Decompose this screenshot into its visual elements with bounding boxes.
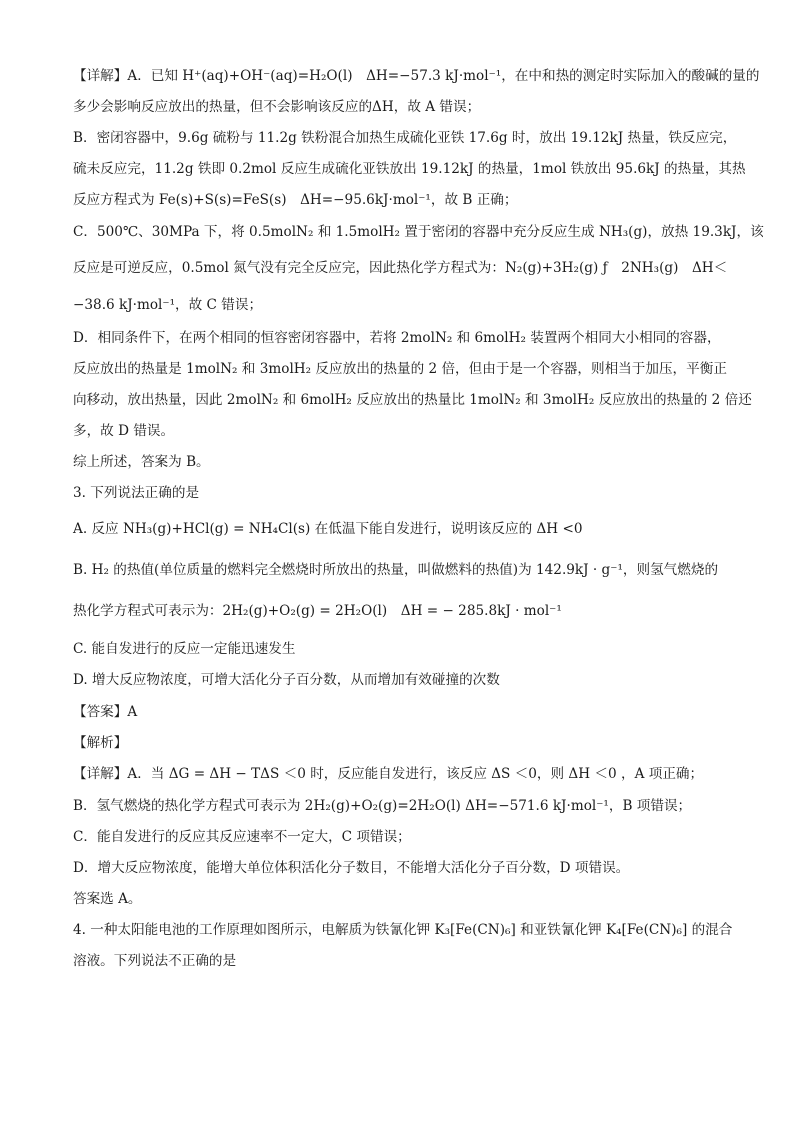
option-b-continued: 热化学方程式可表示为：2H₂(g)+O₂(g) = 2H₂O(l) ΔH = − 285.8kJ · mol⁻¹ (73, 603, 562, 619)
text-line: 多，故 D 错误。 (73, 423, 175, 439)
text-line: D．相同条件下，在两个相同的恒容密闭容器中，若将 2molN₂ 和 6molH₂ 装置两个相同大小相同的容器， (73, 330, 721, 346)
text-line: 综上所述，答案为 B。 (73, 454, 210, 470)
text-line: 硫未反应完，11.2g 铁即 0.2mol 反应生成硫化亚铁放出 19.12kJ 的热量，1mol 铁放出 95.6kJ 的热量，其热 (73, 161, 746, 177)
option-a: A. 反应 NH₃(g)+HCl(g) = NH₄Cl(s) 在低温下能自发进行，说明该反应的 ΔH <0 (73, 521, 583, 537)
text-line: D．增大反应物浓度，能增大单位体积活化分子数目，不能增大活化分子百分数，D 项错误。 (73, 860, 630, 876)
text-line: 多少会影响反应放出的热量，但不会影响该反应的ΔH，故 A 错误； (73, 99, 481, 115)
option-b: B. H₂ 的热值(单位质量的燃料完全燃烧时所放出的热量，叫做燃料的热值)为 142.9kJ · g⁻¹，则氢气燃烧的 (73, 562, 719, 578)
text-line: C．500℃、30MPa 下，将 0.5molN₂ 和 1.5molH₂ 置于密闭的容器中充分反应生成 NH₃(g)，放热 19.3kJ，该 (73, 224, 764, 240)
option-c: C. 能自发进行的反应一定能迅速发生 (73, 641, 296, 657)
text-line: 【详解】A．当 ΔG = ΔH − TΔS ＜0 时，反应能自发进行，该反应 ΔS ＜0，则 ΔH ＜0 ，A 项正确； (73, 766, 704, 782)
text-line: 反应放出的热量是 1molN₂ 和 3molH₂ 反应放出的热量的 2 倍，但由于是一个容器，则相当于加压，平衡正 (73, 361, 727, 377)
text-line: B．密闭容器中，9.6g 硫粉与 11.2g 铁粉混合加热生成硫化亚铁 17.6g 时，放出 19.12kJ 热量，铁反应完， (73, 130, 737, 146)
text-line: 向移动，放出热量，因此 2molN₂ 和 6molH₂ 反应放出的热量比 1molN₂ 和 3molH₂ 反应放出的热量的 2 倍还 (73, 392, 752, 408)
text-line: 【详解】A．已知 H⁺(aq)+OH⁻(aq)=H₂O(l) ΔH=−57.3 kJ·mol⁻¹，在中和热的测定时实际加入的酸碱的量的 (73, 68, 760, 84)
question-heading: 4. 一种太阳能电池的工作原理如图所示，电解质为铁氰化钾 K₃[Fe(CN)₆] 和亚铁氰化钾 K₄[Fe(CN)₆] 的混合 (73, 922, 733, 938)
text-line: −38.6 kJ·mol⁻¹，故 C 错误； (73, 297, 263, 313)
analysis-label: 【解析】 (73, 735, 128, 751)
question-heading: 3. 下列说法正确的是 (73, 485, 200, 501)
text-line: 反应是可逆反应，0.5mol 氮气没有完全反应完，因此热化学方程式为：N₂(g)+3H₂(g) ƒ 2NH₃(g) ΔH＜ (73, 260, 728, 276)
text-line: 溶液。下列说法不正确的是 (73, 953, 237, 969)
text-line: 答案选 A。 (73, 891, 142, 907)
text-line: B．氢气燃烧的热化学方程式可表示为 2H₂(g)+O₂(g)=2H₂O(l) ΔH=−571.6 kJ·mol⁻¹，B 项错误； (73, 798, 692, 814)
option-d: D. 增大反应物浓度，可增大活化分子百分数，从而增加有效碰撞的次数 (73, 672, 500, 688)
answer-label: 【答案】A (73, 704, 138, 720)
text-line: C．能自发进行的反应其反应速率不一定大，C 项错误； (73, 829, 411, 845)
text-line: 反应方程式为 Fe(s)+S(s)=FeS(s) ΔH=−95.6kJ·mol⁻¹，故 B 正确； (73, 192, 518, 208)
